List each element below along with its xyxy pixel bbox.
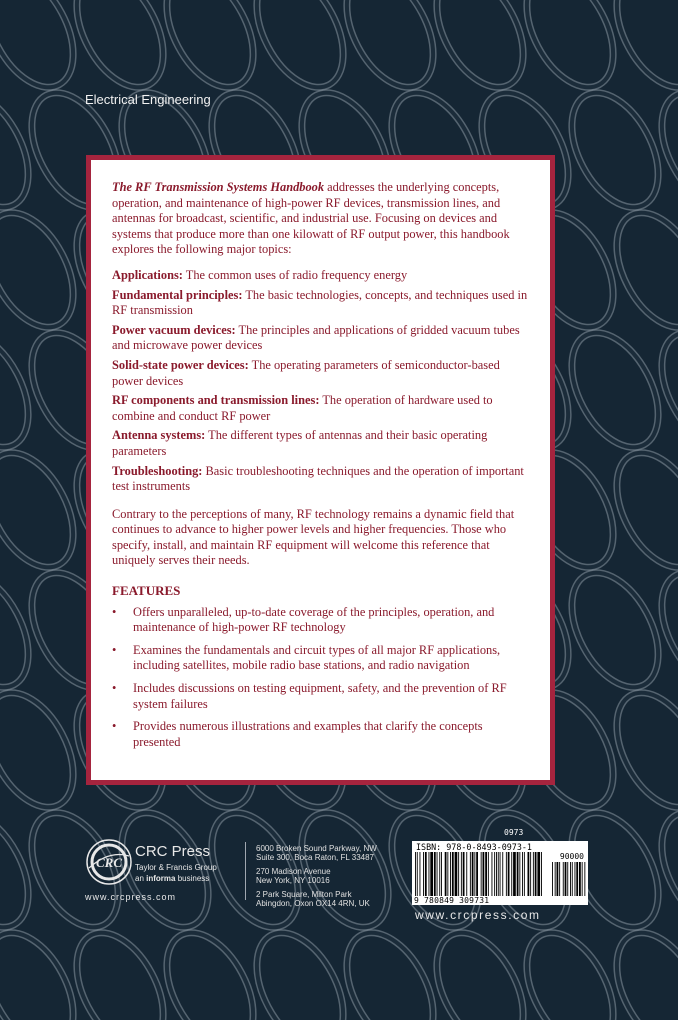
bullet-icon: • [112,681,117,696]
crc-logo-icon [85,838,133,886]
publisher-business [135,874,209,883]
feature-text: Provides numerous illustrations and examples that clarify the concepts presented [133,719,483,749]
topic-text: Basic troubleshooting techniques and the operation of important test instruments [112,463,524,494]
contrary-paragraph: Contrary to the perceptions of many, RF technology remains a dynamic field that continues to advance to higher power levels and higher frequencies. Those who specify, install, and maintain RF equipment will welcome this reference that uniquely serves their needs. [112,506,515,568]
address-boca-raton [256,844,377,862]
topic-troubleshooting [112,464,529,495]
address-abingdon [256,890,377,908]
topic-term: Troubleshooting: [112,463,203,478]
features-heading: FEATURES [112,583,181,599]
logo-text: CRC [95,855,123,870]
address-line: Suite 300, Boca Raton, FL 33487 [256,853,375,862]
feature-item [112,643,529,674]
address-line: New York, NY 10016 [256,876,330,885]
publisher-group: Taylor & Francis Group [135,863,217,872]
description-panel [86,155,555,785]
bullet-icon: • [112,642,117,657]
book-title: The RF Transmission Systems Handbook [112,180,325,194]
topic-antenna-systems [112,428,529,459]
category-label: Electrical Engineering [85,92,211,107]
feature-text: Includes discussions on testing equipment, safety, and the prevention of RF system failures [133,681,507,711]
topic-text: The common uses of radio frequency energy [182,267,408,282]
topic-text: The different types of antennas and their basic operating parameters [112,428,488,458]
topic-term: Solid-state power devices: [112,357,249,372]
address-line: 270 Madison Avenue [256,867,331,876]
publisher-divider [245,842,246,900]
bullet-icon: • [112,604,117,619]
topic-rf-components [112,393,529,424]
barcode-digits: 9 780849 309731 [414,896,490,905]
publisher-url: www.crcpress.com [85,892,177,902]
barcode-addon: 90000 [559,852,584,861]
feature-item [112,719,529,750]
topic-power-vacuum-devices [112,323,529,354]
barcode-box [412,841,588,905]
topic-fundamental-principles [112,288,529,319]
topic-text: The principles and applications of gridded vacuum tubes and microwave power devices [112,322,520,353]
topic-term: RF components and transmission lines: [112,393,320,408]
business-suffix: business [175,874,210,883]
business-prefix: an [135,874,147,883]
features-list [112,605,529,751]
address-line: 6000 Broken Sound Parkway, NW [256,844,377,853]
topic-term: Applications: [112,267,183,282]
topic-term: Power vacuum devices: [112,322,236,337]
feature-item [112,681,529,712]
topic-term: Fundamental principles: [112,287,243,302]
address-new-york [256,867,377,885]
topic-applications [112,268,529,284]
publisher-name: CRC Press [135,843,211,860]
isbn-text: ISBN: 978-0-8493-0973-1 [416,842,532,852]
code-small: 0973 [504,828,524,837]
address-line: Abingdon, Oxon OX14 4RN, UK [256,899,370,908]
feature-text: Examines the fundamentals and circuit types of all major RF applications, including satellites, mobile radio base stations, and radio navigation [133,642,501,673]
intro-text: addresses the underlying concepts, operation, and maintenance of high-power RF devices, transmission lines, and antennas for broadcast, scientific, and industrial use. Focusing on devices and systems that produce more than one kilowatt of RF output power, this handbook explores the following major topics: [112,180,510,257]
topic-text: The operation of hardware used to combine and conduct RF power [112,393,493,423]
site-url: www.crcpress.com [415,908,541,922]
bullet-icon: • [112,719,117,734]
intro-paragraph [112,180,529,258]
publisher-addresses [256,844,377,913]
feature-item [112,605,529,636]
topic-text: The operating parameters of semiconductor-based power devices [112,357,500,388]
business-brand: informa [146,874,176,883]
topic-text: The basic technologies, concepts, and techniques used in RF transmission [112,287,528,318]
feature-text: Offers unparalleled, up-to-date coverage of the principles, operation, and maintenance of high-power RF technology [133,604,495,635]
address-line: 2 Park Square, Milton Park [256,890,352,899]
topic-solid-state-power-devices [112,358,529,389]
topic-term: Antenna systems: [112,428,206,443]
